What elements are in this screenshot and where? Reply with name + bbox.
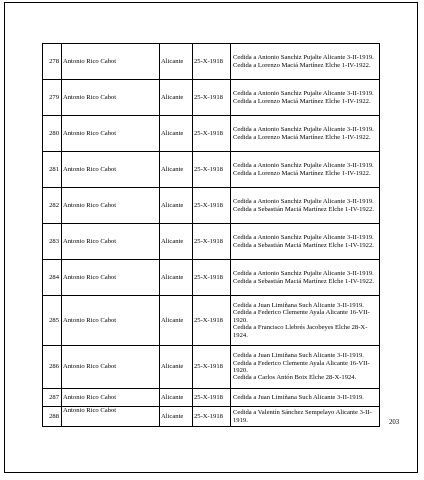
row-number: 281 xyxy=(43,152,62,188)
table-row xyxy=(43,224,380,260)
transfer-notes xyxy=(231,152,380,188)
row-number: 280 xyxy=(43,116,62,152)
registry-table xyxy=(42,43,380,427)
transfer-note: Cedida a Juan Limiñana Such Alicante 3-II-1919. xyxy=(233,352,364,360)
place: Alicante xyxy=(160,260,193,296)
transfer-note: Cedida a Lorenzo Maciá Martínez Elche 1-IV-1922. xyxy=(233,61,371,69)
registry-table-body xyxy=(43,44,380,427)
place: Alicante xyxy=(160,44,193,80)
row-number: 284 xyxy=(43,260,62,296)
table-row xyxy=(43,346,380,389)
place: Alicante xyxy=(160,407,193,427)
date: 25-X-1918 xyxy=(193,260,231,296)
transfer-notes xyxy=(231,116,380,152)
owner-name: Antonio Rico Cabot xyxy=(62,188,160,224)
row-number: 283 xyxy=(43,224,62,260)
date: 25-X-1918 xyxy=(193,346,231,389)
transfer-notes xyxy=(231,296,380,346)
transfer-notes xyxy=(231,80,380,116)
table-row xyxy=(43,44,380,80)
transfer-note: Cedida a Valentín Sánchez Sempelayo Alicante 3-II-1919. xyxy=(233,409,372,424)
owner-name: Antonio Rico Cabot xyxy=(62,407,160,427)
place: Alicante xyxy=(160,80,193,116)
transfer-note: Cedida a Antonio Sanchiz Pujalte Alicante 3-II-1919. xyxy=(233,198,374,206)
place: Alicante xyxy=(160,389,193,407)
transfer-note: Cedida a Antonio Sanchiz Pujalte Alicante 3-II-1919. xyxy=(233,126,374,134)
date: 25-X-1918 xyxy=(193,116,231,152)
transfer-notes xyxy=(231,224,380,260)
owner-name: Antonio Rico Cabot xyxy=(62,389,160,407)
transfer-note: Cedida a Federico Clemente Ayala Alicante 16-VII-1920. xyxy=(233,359,370,374)
transfer-note: Cedida a Antonio Sanchiz Pujalte Alicante 3-II-1919. xyxy=(233,270,374,278)
transfer-note: Cedida a Federico Clemente Ayala Alicante 16-VII-1920. xyxy=(233,309,370,324)
transfer-note: Cedida a Sebastián Maciá Martínez Elche 1-IV-1922. xyxy=(233,205,374,213)
row-number: 285 xyxy=(43,296,62,346)
row-number: 286 xyxy=(43,346,62,389)
owner-name: Antonio Rico Cabot xyxy=(62,152,160,188)
row-number: 279 xyxy=(43,80,62,116)
owner-name: Antonio Rico Cabot xyxy=(62,80,160,116)
date: 25-X-1918 xyxy=(193,389,231,407)
owner-name: Antonio Rico Cabot xyxy=(62,44,160,80)
transfer-note: Cedida a Sebastián Maciá Martínez Elche 1-IV-1922. xyxy=(233,277,374,285)
transfer-note: Cedida a Lorenzo Maciá Martínez Elche 1-IV-1922. xyxy=(233,97,371,105)
transfer-note: Cedida a Juan Limiñana Such Alicante 3-II-1919. xyxy=(233,301,364,309)
date: 25-X-1918 xyxy=(193,296,231,346)
table-row xyxy=(43,188,380,224)
transfer-notes xyxy=(231,260,380,296)
transfer-note: Cedida a Antonio Sanchiz Pujalte Alicante 3-II-1919. xyxy=(233,162,374,170)
transfer-notes xyxy=(231,44,380,80)
date: 25-X-1918 xyxy=(193,152,231,188)
row-number: 278 xyxy=(43,44,62,80)
owner-name: Antonio Rico Cabot xyxy=(62,260,160,296)
transfer-note: Cedida a Lorenzo Maciá Martínez Elche 1-IV-1922. xyxy=(233,169,371,177)
transfer-note: Cedida a Antonio Sanchiz Pujalte Alicante 3-II-1919. xyxy=(233,54,374,62)
row-number: 282 xyxy=(43,188,62,224)
place: Alicante xyxy=(160,152,193,188)
transfer-notes xyxy=(231,389,380,407)
transfer-notes xyxy=(231,346,380,389)
transfer-note: Cedida a Lorenzo Maciá Martínez Elche 1-IV-1922. xyxy=(233,133,371,141)
table-row xyxy=(43,407,380,427)
place: Alicante xyxy=(160,224,193,260)
table-row xyxy=(43,80,380,116)
transfer-notes xyxy=(231,407,380,427)
owner-name: Antonio Rico Cabot xyxy=(62,296,160,346)
owner-name: Antonio Rico Cabot xyxy=(62,346,160,389)
owner-name: Antonio Rico Cabot xyxy=(62,224,160,260)
place: Alicante xyxy=(160,116,193,152)
row-number: 287 xyxy=(43,389,62,407)
date: 25-X-1918 xyxy=(193,224,231,260)
date: 25-X-1918 xyxy=(193,80,231,116)
table-row xyxy=(43,116,380,152)
transfer-note: Cedida a Francisco Llebrés Jacobeyes Elche 28-X-1924. xyxy=(233,324,368,339)
transfer-note: Cedida a Sebastián Maciá Martínez Elche 1-IV-1922. xyxy=(233,241,374,249)
place: Alicante xyxy=(160,346,193,389)
transfer-note: Cedida a Juan Limiñana Such Alicante 3-II-1919. xyxy=(233,393,364,401)
transfer-note: Cedida a Antonio Sanchiz Pujalte Alicante 3-II-1919. xyxy=(233,90,374,98)
table-row xyxy=(43,296,380,346)
table-row xyxy=(43,389,380,407)
transfer-note: Cedida a Carlos Antón Boix Elche 28-X-1924. xyxy=(233,374,357,382)
transfer-notes xyxy=(231,188,380,224)
table-row xyxy=(43,260,380,296)
table-row xyxy=(43,152,380,188)
page-number: 203 xyxy=(389,419,400,426)
date: 25-X-1918 xyxy=(193,407,231,427)
transfer-note: Cedida a Antonio Sanchiz Pujalte Alicante 3-II-1919. xyxy=(233,234,374,242)
document-page xyxy=(4,2,418,473)
place: Alicante xyxy=(160,188,193,224)
owner-name: Antonio Rico Cabot xyxy=(62,116,160,152)
row-number: 288 xyxy=(43,407,62,427)
date: 25-X-1918 xyxy=(193,44,231,80)
date: 25-X-1918 xyxy=(193,188,231,224)
place: Alicante xyxy=(160,296,193,346)
